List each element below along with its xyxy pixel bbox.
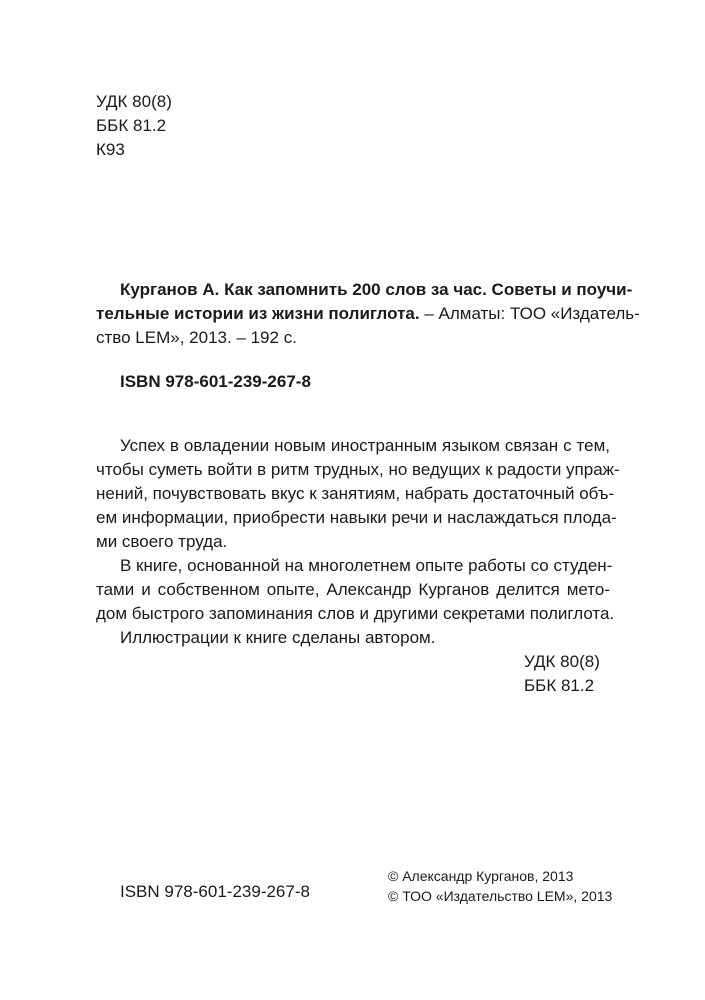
copyright-block (388, 866, 612, 906)
udk-code: УДК 80(8) (524, 652, 600, 671)
annotation-line: ем информации, приобрести навыки речи и наслаждаться плода- (96, 508, 617, 527)
annotation-line: дом быстрого запоминания слов и другими секретами полиглота. (96, 604, 615, 623)
bbk-code: ББК 81.2 (524, 676, 595, 695)
annotation-line: ми своего труда. (96, 532, 228, 551)
isbn-bold: ISBN 978-601-239-267-8 (120, 372, 311, 391)
copyright-publisher: © ТОО «Издательство LEM», 2013 (388, 888, 613, 904)
classification-block-top (96, 90, 172, 162)
biblio-title-end: тельные истории из жизни полиглота. (96, 304, 420, 323)
annotation-line: В книге, основанной на многолетнем опыте работы со студен- (120, 556, 613, 575)
annotation-line: тами и собственном опыте, Александр Курганов делится мето- (96, 580, 610, 599)
biblio-line-2 (96, 302, 640, 326)
annotation (96, 434, 620, 650)
bibliographic-record (96, 278, 640, 350)
author-sign: К93 (96, 140, 125, 159)
biblio-line-1: Курганов А. Как запомнить 200 слов за час. Советы и поучи- (120, 280, 633, 299)
annotation-line: Иллюстрации к книге сделаны автором. (120, 628, 436, 647)
annotation-line: Успех в овладении новым иностранным языком связан с тем, (120, 436, 610, 455)
isbn-plain: ISBN 978-601-239-267-8 (120, 882, 310, 901)
copyright-author: © Александр Курганов, 2013 (388, 868, 574, 884)
bbk-code: ББК 81.2 (96, 116, 167, 135)
biblio-publisher: – Алматы: ТОО «Издатель- (419, 304, 640, 323)
annotation-line: чтобы суметь войти в ритм трудных, но ведущих к радости упраж- (96, 460, 620, 479)
classification-block-bottom (524, 650, 600, 698)
biblio-line-3: ство LEM», 2013. – 192 с. (96, 328, 297, 347)
annotation-line: нений, почувствовать вкус к занятиям, набрать достаточный объ- (96, 484, 615, 503)
udk-code: УДК 80(8) (96, 92, 172, 111)
